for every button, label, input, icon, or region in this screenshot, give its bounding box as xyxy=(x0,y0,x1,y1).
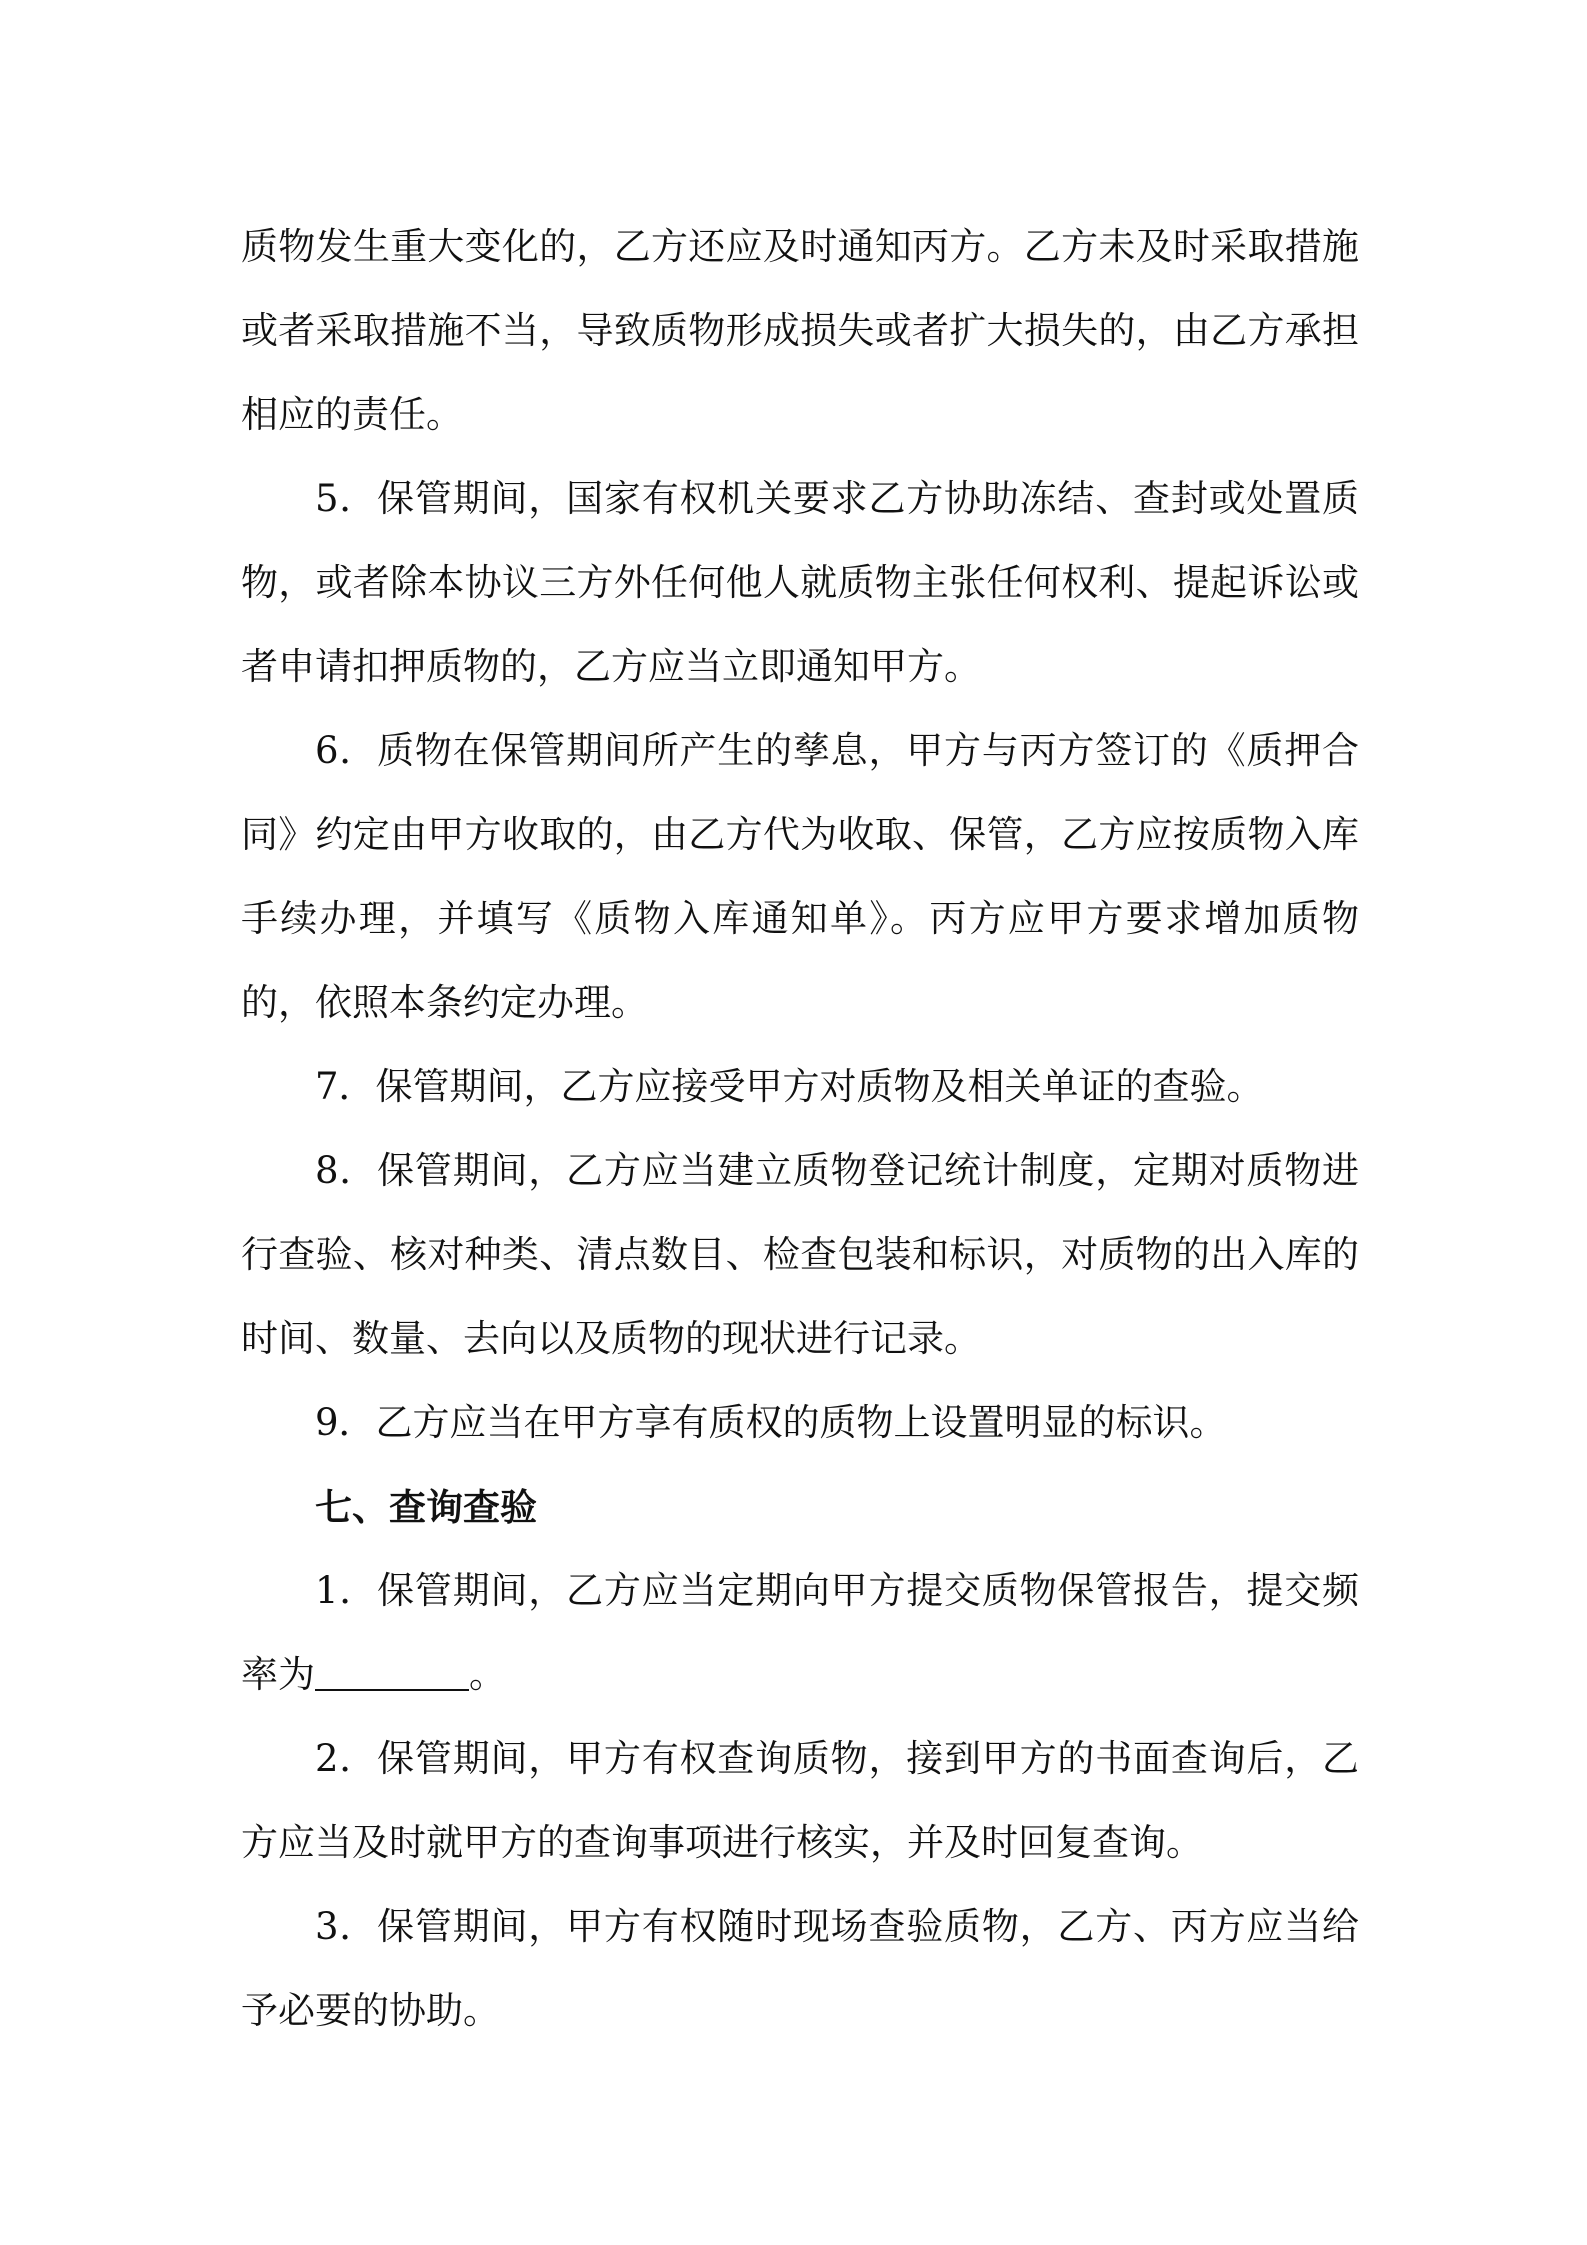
paragraph-continued: 质物发生重大变化的，乙方还应及时通知丙方。乙方未及时采取措施或者采取措施不当，导致质物形成损失或者扩大损失的，由乙方承担相应的责任。 xyxy=(241,225,1359,436)
clause-9: 9．乙方应当在甲方享有质权的质物上设置明显的标识。 xyxy=(315,1401,1227,1444)
section-heading-inquiry-inspection: 七、查询查验 xyxy=(315,1485,537,1529)
frequency-blank-line xyxy=(315,1652,469,1691)
document-body xyxy=(241,205,1359,2053)
clause-8: 8．保管期间，乙方应当建立质物登记统计制度，定期对质物进行查验、核对种类、清点数目、检查包装和标识，对质物的出入库的时间、数量、去向以及质物的现状进行记录。 xyxy=(241,1149,1359,1360)
clause-5: 5．保管期间，国家有权机关要求乙方协助冻结、查封或处置质物，或者除本协议三方外任何他人就质物主张任何权利、提起诉讼或者申请扣押质物的，乙方应当立即通知甲方。 xyxy=(241,477,1359,688)
inquiry-clause-1-end: 。 xyxy=(469,1653,506,1696)
inquiry-clause-3: 3．保管期间，甲方有权随时现场查验质物，乙方、丙方应当给予必要的协助。 xyxy=(241,1905,1359,2032)
clause-6: 6．质物在保管期间所产生的孳息，甲方与丙方签订的《质押合同》约定由甲方收取的，由乙方代为收取、保管，乙方应按质物入库手续办理，并填写《质物入库通知单》。丙方应甲方要求增加质物的，依照本条约定办理。 xyxy=(241,729,1359,1024)
inquiry-clause-1-text: 1．保管期间，乙方应当定期向甲方提交质物保管报告，提交频率为 xyxy=(241,1569,1359,1696)
inquiry-clause-2: 2．保管期间，甲方有权查询质物，接到甲方的书面查询后，乙方应当及时就甲方的查询事项进行核实，并及时回复查询。 xyxy=(241,1737,1359,1864)
inquiry-clause-1 xyxy=(241,1549,1359,1717)
clause-7: 7．保管期间，乙方应接受甲方对质物及相关单证的查验。 xyxy=(315,1065,1264,1108)
